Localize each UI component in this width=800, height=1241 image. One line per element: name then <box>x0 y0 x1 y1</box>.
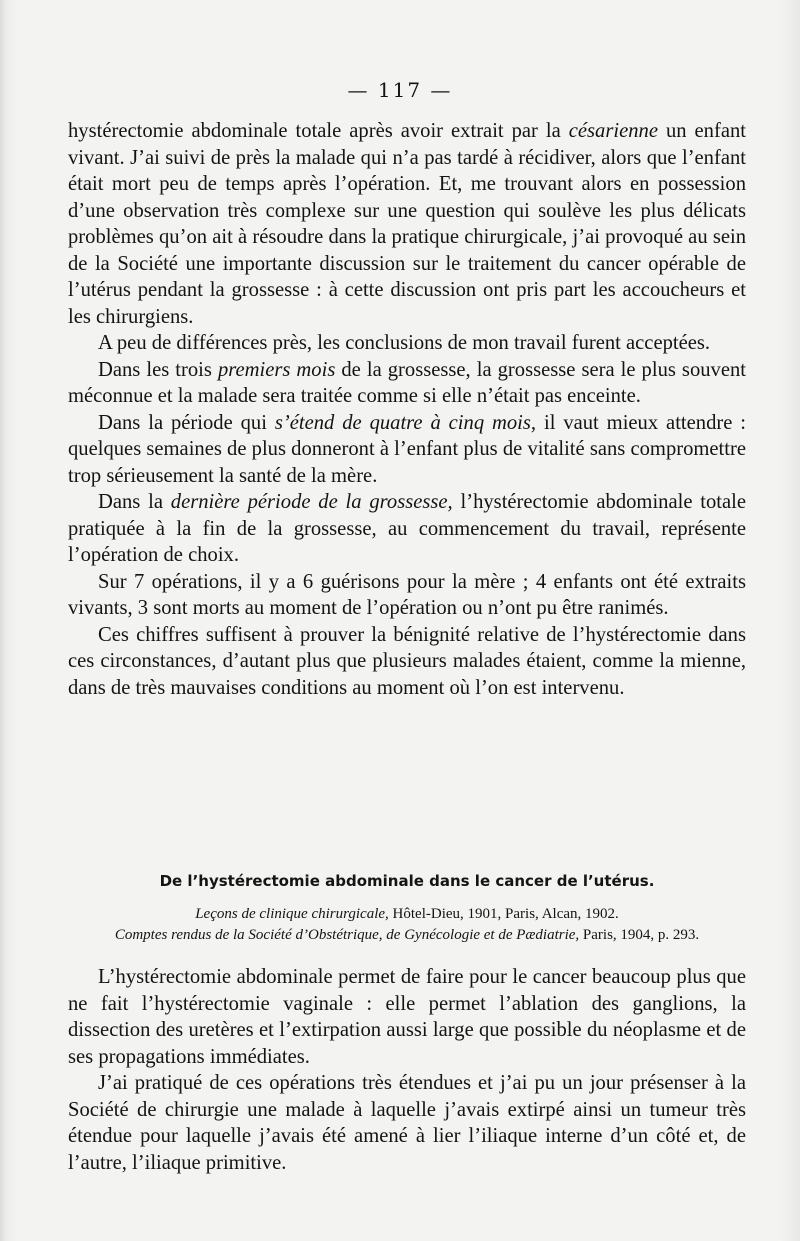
paragraph: hystérectomie abdominale totale après avoir extrait par la césarienne un enfant vivant. J’ai suivi de près la malade qui n’a pas tardé à récidiver, alors que l’enfant était mort peu de temps après l’opération. Et, me trouvant alors en possession d’une observation très complexe sur une question qui soulève les plus délicats problèmes qu’on ait à résoudre dans la pratique chirurgicale, j’ai provoqué au sein de la Société une importante discussion sur le traitement du cancer opérable de l’utérus pendant la grossesse : à cette discussion ont pris part les accoucheurs et les chirurgiens. <box>68 120 746 328</box>
section-title: De l’hystérectomie abdominale dans le cancer de l’utérus. <box>159 872 655 890</box>
paragraph: Ces chiffres suffisent à prouver la bénignité relative de l’hystérectomie dans ces circonstances, d’autant plus que plusieurs malades étaient, comme la mienne, dans de très mauvaises conditions au moment où l’on est intervenu. <box>68 623 746 699</box>
reference-italic: Leçons de clinique chirurgicale, <box>195 906 389 922</box>
emphasis: dernière période de la grossesse, <box>170 491 453 513</box>
paragraph: Dans la période qui s’étend de quatre à cinq mois, il vaut mieux attendre : quelques semaines de plus donneront à l’enfant plus de vitalité sans compromettre trop sérieusement la santé de la mère. <box>68 411 746 487</box>
reference-line <box>68 925 746 946</box>
emphasis: s’étend de quatre à cinq mois, <box>274 411 537 434</box>
paragraph: Dans les trois premiers mois de la grossesse, la grossesse sera le plus souvent méconnue et la malade sera traitée comme si elle n’était pas enceinte. <box>68 358 746 407</box>
section-header <box>68 872 746 946</box>
section-text <box>68 964 746 1176</box>
paragraph: Dans la dernière période de la grossesse, l’hystérectomie abdominale totale pratiquée à la fin de la grossesse, au commencement du travail, représente l’opération de choix. <box>68 491 747 566</box>
reference-italic: Comptes rendus de la Société d’Obstétrique, de Gynécologie et de Pædiatrie, <box>114 927 580 943</box>
page-number: — 117 — <box>347 78 453 102</box>
paragraph: A peu de différences près, les conclusions de mon travail furent acceptées. <box>98 332 711 354</box>
reference-line <box>68 904 746 925</box>
body-text <box>68 118 746 701</box>
paragraph: J’ai pratiqué de ces opérations très étendues et j’ai pu un jour présenser à la Société de chirurgie une malade à laquelle j’avais extirpé ainsi un tumeur très étendue pour laquelle j’avais été amené à lier l’iliaque interne d’un côté et, de l’autre, l’iliaque primitive. <box>68 1072 746 1174</box>
emphasis: premiers mois <box>217 358 336 381</box>
reference-rest: Hôtel-Dieu, 1901, Paris, Alcan, 1902. <box>388 906 619 922</box>
emphasis: césarienne <box>568 120 658 142</box>
paragraph: Sur 7 opérations, il y a 6 guérisons pour la mère ; 4 enfants ont été extraits vivants, 3 sont morts au moment de l’opération ou n’ont pu être ranimés. <box>68 570 746 619</box>
paragraph: L’hystérectomie abdominale permet de faire pour le cancer beaucoup plus que ne fait l’hystérectomie vaginale : elle permet l’ablation des ganglions, la dissection des uretères et l’extirpation aussi large que possible du néoplasme et de ses propagations immédiates. <box>68 966 746 1068</box>
reference-rest: Paris, 1904, p. 293. <box>579 927 700 943</box>
